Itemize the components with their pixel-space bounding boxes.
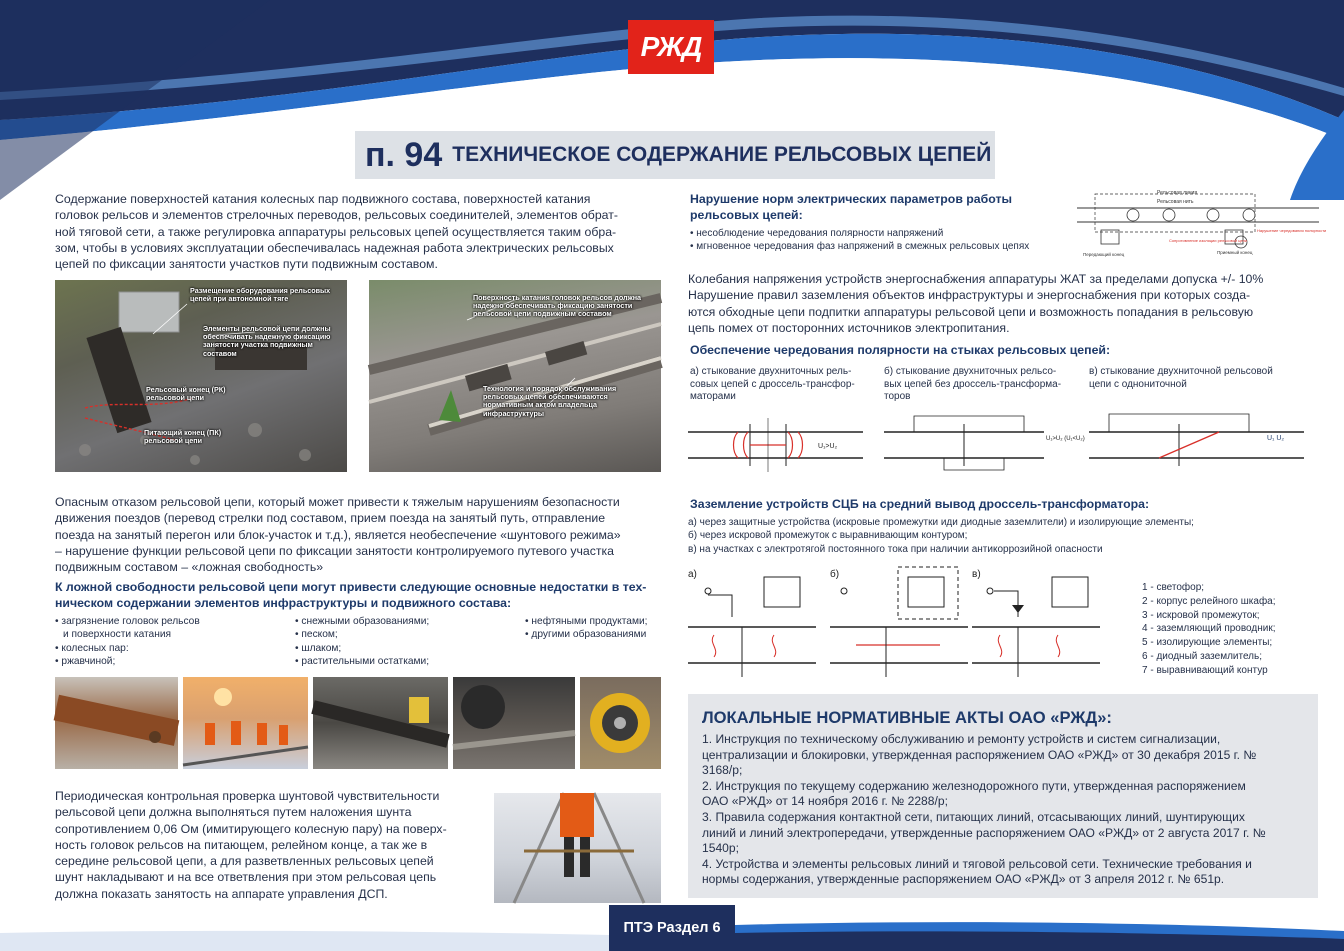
list-item: • снежными образованиями;: [295, 616, 430, 627]
regulation-line: линий и линий электропередачи, утвержденные распоряжением ОАО «РЖД» от 2 августа 2017 г. №: [702, 825, 1266, 840]
scheme-label: а): [688, 569, 697, 580]
label-line: а) стыкование двухниточных рель-: [690, 366, 852, 377]
shunt-line: ность головок рельсов на питающем, релейном конце, а так же в: [55, 837, 428, 852]
rusted-rail-photo: [55, 677, 178, 769]
voltage-line: цепь помех от посторонних источников электропитания.: [688, 320, 1010, 335]
false-free-heading: [55, 580, 665, 611]
voltage-line: ются обходные цепи подпитки аппаратуры рельсовой цепи и возможность попадания в рельсовую: [688, 304, 1254, 319]
shunt-paragraph: [55, 788, 473, 902]
legend-item: 3 - искровой промежуток;: [1142, 609, 1260, 621]
danger-line: Опасным отказом рельсовой цепи, который может привести к тяжелым нарушениям безопасности: [55, 495, 620, 509]
regulations-title: ЛОКАЛЬНЫЕ НОРМАТИВНЫЕ АКТЫ ОАО «РЖД»:: [702, 708, 1112, 727]
polarity-scheme-c: [1089, 410, 1309, 480]
grounding-scheme-a: [688, 565, 816, 677]
intro-line: головок рельсов и элементов стрелочных переводов, рельсовых соединителей, элементов обрат-: [55, 208, 618, 223]
photo-caption: Технология и порядок обслуживания рельсовых цепей обеспечиваются нормативным актом владельца инфраструктуры: [483, 384, 617, 418]
polarity-scheme-b: [884, 410, 1085, 480]
voltage-paragraph: [688, 271, 1298, 336]
formula-label: U₁>U₂ (U₁<U₂): [1046, 436, 1085, 442]
regulation-line: 1540р;: [702, 841, 739, 856]
intro-line: ной тяговой сети, а также регулировка аппаратуры рельсовых цепей осуществляется таким обра-: [55, 224, 617, 239]
formula-label: U₁ U₂: [1267, 435, 1285, 442]
section-footer-tab: ПТЭ Раздел 6: [609, 905, 735, 951]
diagram-label: Нарушение чередования полярности: [1257, 228, 1327, 233]
formula-label: U₁>U₂: [818, 443, 838, 450]
diagram-label: Сопротивление изоляции рельсовой цепи: [1169, 238, 1248, 243]
legend-item: 5 - изолирующие элементы;: [1142, 637, 1273, 649]
legend-item: 1 - светофор;: [1142, 582, 1205, 593]
grounding-legend: [1142, 581, 1276, 678]
scheme-label: б): [830, 569, 840, 580]
danger-paragraph: [55, 494, 661, 575]
regulation-line: централизации и блокировки, утвержденная распоряжением ОАО «РЖД» от 30 декабря 2015 г. №: [702, 747, 1257, 762]
list-item: • нефтяными продуктами;: [525, 616, 648, 627]
list-item: и поверхности катания: [63, 629, 172, 641]
shunt-line: середине рельсовой цепи, а для разветвленных рельсовых цепей: [55, 854, 434, 869]
ballast-sand-photo: [313, 677, 448, 769]
list-item: • загрязнение головок рельсов: [55, 616, 200, 627]
regulation-line: 2. Инструкция по текущему содержанию железнодорожного пути, утвержденная распоряжением: [702, 778, 1246, 793]
list-column: [295, 615, 429, 669]
grounding-scheme-c: [972, 565, 1100, 677]
list-item: в) на участках с электротягой постоянного тока при наличии антикоррозийной опасности: [688, 543, 1103, 555]
photo-caption: Элементы рельсовой цепи должны обеспечивать надежную фиксацию занятости участка подвижным составом: [203, 324, 331, 358]
label-line: вых цепей без дроссель-трансформа-: [884, 378, 1062, 390]
photo-caption: Питающий конец (ПК) рельсовой цепи: [144, 428, 222, 446]
diagram-label: Рельсовая линия: [1157, 190, 1198, 196]
shunt-line: рельсовой цепи должна выполняться путем наложения шунта: [55, 805, 412, 820]
danger-line: движения поездов (перевод стрелки под составом, прием поезда на занятый путь, отправление: [55, 511, 606, 526]
shunt-line: должна показать занятость на аппарате управления ДСП.: [55, 886, 388, 901]
photo-caption: Размещение оборудования рельсовых цепей при автономной тяге: [190, 286, 331, 304]
title-text: ТЕХНИЧЕСКОЕ СОДЕРЖАНИЕ РЕЛЬСОВЫХ ЦЕПЕЙ: [452, 143, 992, 166]
regulation-line: ОАО «РЖД» от 14 ноября 2016 г. № 2288/р;: [702, 794, 948, 809]
label-line: цепи с однониточной: [1089, 378, 1187, 390]
list-item: • растительными остатками;: [295, 656, 430, 668]
label-line: торов: [884, 391, 911, 403]
diagram-label: Передающий конец: [1083, 252, 1125, 257]
grounding-list: [688, 516, 1318, 556]
list-column: [525, 615, 647, 642]
shunt-test-photo: [494, 793, 661, 903]
heading-line: ническом содержании элементов инфраструктуры и подвижного состава:: [55, 595, 512, 610]
voltage-line: Нарушение правил заземления объектов инфраструктуры и энергоснабжения при которых созда-: [688, 288, 1251, 303]
diagram-label: Рельсовая нить: [1157, 199, 1194, 205]
diagram-label: Приемный конец: [1217, 250, 1253, 255]
intro-line: Содержание поверхностей катания колесных пар подвижного состава, поверхностей катания: [55, 192, 591, 206]
list-item: а) через защитные устройства (искровые промежутки иди диодные заземлители) и изолирующие элементы;: [688, 517, 1194, 528]
legend-item: 2 - корпус релейного шкафа;: [1142, 595, 1276, 607]
snow-workers-photo: [183, 677, 308, 769]
list-item: • песком;: [295, 629, 338, 641]
regulation-line: нормы содержания, утвержденные распоряжением ОАО «РЖД» от 3 апреля 2012 г. № 651р.: [702, 872, 1225, 887]
shunt-line: сопротивлением 0,06 Ом (имитирующего колесную пару) на поверх-: [55, 821, 447, 836]
list-item: • другими образованиями: [525, 629, 647, 641]
oily-rail-photo: [453, 677, 575, 769]
heading-line: рельсовых цепей:: [690, 207, 803, 222]
legend-item: 4 - заземляющий проводник;: [1142, 623, 1276, 635]
list-item: б) через искровой промежуток с выравнивающим контуром;: [688, 530, 968, 542]
wheelset-photo: [580, 677, 661, 769]
list-item: • колесных пар:: [55, 642, 129, 654]
label-line: в) стыкование двухниточной рельсовой: [1089, 366, 1273, 377]
rzd-logo: [628, 20, 714, 74]
polarity-b-label: [884, 366, 1074, 404]
list-column: [55, 615, 200, 669]
logo-text: РЖД: [640, 31, 702, 62]
list-item: • шлаком;: [295, 642, 342, 654]
scheme-label: в): [972, 569, 981, 580]
legend-item: 6 - диодный заземлитель;: [1142, 650, 1263, 662]
polarity-c-label: [1089, 366, 1309, 391]
photo-caption: Поверхность катания головок рельсов должна надежно обеспечивать фиксацию занятости рельсовой цепи подвижным составом: [473, 293, 642, 319]
intro-paragraph: [55, 191, 661, 272]
heading-line: Нарушение норм электрических параметров работы: [690, 192, 1012, 206]
danger-line: подвижным составом – «ложная свободность»: [55, 560, 324, 575]
label-line: б) стыкование двухниточных рельсо-: [884, 366, 1057, 377]
violation-heading: [690, 192, 1050, 223]
grounding-heading: Заземление устройств СЦБ на средний вывод дроссель-трансформатора:: [690, 497, 1150, 511]
heading-line: К ложной свободности рельсовой цепи могут привести следующие основные недостатки в тех-: [55, 580, 647, 594]
danger-line: – нарушение функции рельсовой цепи по фиксации занятости контролируемого путевого участка: [55, 543, 615, 558]
polarity-scheme-a: [688, 410, 868, 480]
danger-line: поезда на занятый перегон или блок-участок и т.д.), является необеспечение «шунтового режима»: [55, 527, 621, 542]
voltage-line: Колебания напряжения устройств энергоснабжения аппаратуры ЖАТ за пределами допуска +/- 10%: [688, 272, 1264, 286]
polarity-heading: Обеспечение чередования полярности на стыках рельсовых цепей:: [690, 343, 1111, 357]
label-line: совых цепей с дроссель-трансфор-: [690, 378, 855, 390]
intro-line: цепей по фиксации занятости участков пути подвижным составом.: [55, 257, 438, 272]
rail-surface-photo: [369, 280, 661, 472]
regulation-line: 4. Устройства и элементы рельсовых линий и тяговой рельсовой сети. Технические требования и: [702, 856, 1252, 871]
polarity-a-label: [690, 366, 880, 404]
title-number: п. 94: [365, 135, 443, 174]
photo-caption: Рельсовый конец (РК) рельсовой цепи: [146, 385, 226, 403]
intro-line: зом, чтобы в условиях эксплуатации обеспечивалась надежная работа электрических рельсовых: [55, 240, 614, 255]
shunt-line: Периодическая контрольная проверка шунтовой чувствительности: [55, 789, 440, 803]
rail-circuit-equipment-photo: [55, 280, 347, 472]
list-item: • мгновенное чередования фаз напряжений в смежных рельсовых цепях: [690, 241, 1030, 253]
list-item: • несоблюдение чередования полярности напряжений: [690, 228, 944, 239]
regulation-line: 1. Инструкция по техническому обслуживанию и ремонту устройств и систем сигнализации,: [702, 732, 1221, 746]
label-line: маторами: [690, 391, 736, 403]
regulation-line: 3. Правила содержания контактной сети, питающих линий, отсасывающих линий, шунтирующих: [702, 809, 1245, 824]
regulations-box: [688, 694, 1318, 898]
grounding-scheme-b: [830, 565, 970, 677]
legend-item: 7 - выравнивающий контур: [1142, 664, 1268, 676]
rail-line-diagram: [1073, 188, 1327, 260]
violation-list: [690, 227, 1090, 254]
page-title: [355, 131, 995, 179]
list-item: • ржавчиной;: [55, 656, 116, 668]
regulation-line: 3168/р;: [702, 763, 743, 778]
shunt-line: шунт накладывают и на все ответвления при этом рельсовая цепь: [55, 870, 437, 885]
